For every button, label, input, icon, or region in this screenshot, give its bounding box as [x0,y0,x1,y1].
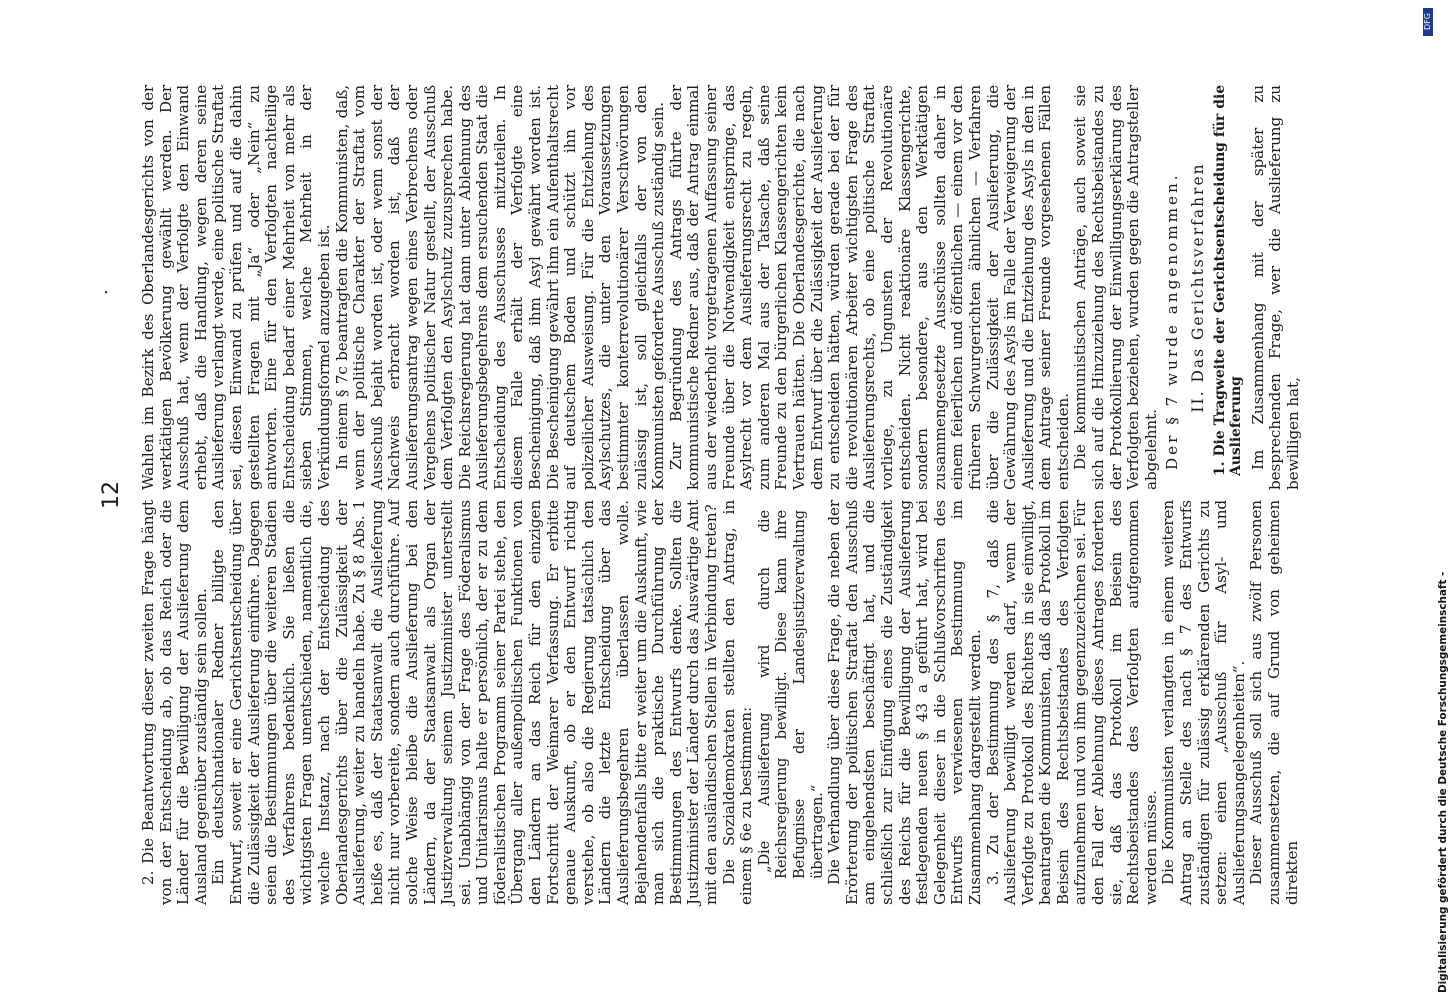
paragraph: Die Kommunisten verlangten in einem weiteren Antrag an Stelle des nach § 7 des Entwurfs zuständigen für zulässig erklärenden Gerichts zu setzen: einen „Ausschuß für Asyl- und Auslieferungsangelegenheiten“. [1159,500,1248,905]
paragraph: In einem § 7c beantragten die Kommunisten, daß, wenn der politische Charakter der Straftat vom Ausschuß bejaht worden ist, oder wenn sonst der Nachweis erbracht worden ist, daß der Auslieferungsantrag wegen eines Verbrechens oder Vergehens politischer Natur gestellt, der Ausschuß dem Verfolgten den Asylschutz zuzusprechen habe. Die Reichsregierung hat dann unter Ablehnung des Auslieferungsbegehrens dem ersuchenden Staat die Entscheidung des Ausschusses mitzuteilen. In diesem Falle erhält der Verfolgte eine Bescheinigung, daß ihm Asyl gewährt worden ist. Die Bescheinigung gewährt ihm ein Aufenthaltsrecht auf deutschem Boden und schützt ihn vor polizeilicher Ausweisung. Für die Entziehung des Asylschutzes, die unter den Voraussetzungen bestimmter konterrevolutionärer Verschwörungen zulässig ist, soll gleichfalls der von den Kommunisten geforderte Ausschuß zuständig sein. [332,85,668,490]
paragraph: 3. Zu der Bestimmung des § 7, daß die Auslieferung bewilligt werden darf, wenn der Verfolgte zu Protokoll des Richters in sie einwilligt, beantragten die Kommunisten, daß das Protokoll im Beisein des Rechtsbeistandes des Verfolgten aufzunehmen und von ihm gegenzuzeichnen sei. Für den Fall der Ablehnung dieses Antrages forderten sie, daß das Protokoll im Beisein des Rechtsbeistandes des Verfolgten aufgenommen werden müsse. [983,500,1160,905]
paragraph: Die kommunistischen Anträge, auch soweit sie sich auf die Hinzuziehung des Rechtsbeistandes zu der Protokollierung der Einwilligungserklärung des Verfolgten beziehen, wurden gegen die Antragsteller abgelehnt. [1071,85,1160,490]
paragraph: Wahlen im Bezirk des Oberlandesgerichts von der werktätigen Bevölkerung gewählt werden. Der Ausschuß hat, wenn der Verfolgte den Einwand erhebt, daß die Handlung, wegen deren seine Auslieferung verlangt werde, eine politische Straftat sei, diesen Einwand zu prüfen und auf die dahin gestellten Fragen mit „Ja“ oder „Nein“ zu antworten. Eine für den Verfolgten nachteilige Entscheidung bedarf einer Mehrheit von mehr als sieben Stimmen, welche Mehrheit in der Verkündungsformel anzugeben ist. [139,85,333,490]
paragraph: Dieser Ausschuß soll sich aus zwölf Personen zusammensetzen, die auf Grund von geheimen direkten [1247,500,1301,905]
subsection-heading: 1. Die Tragweite der Gerichtsentscheidung für die Auslieferung [1211,85,1244,476]
dfg-logo: DFG [1423,8,1433,36]
paragraph: Die Verhandlung über diese Frage, die neben der Erörterung der politischen Straftat den Ausschuß am eingehendsten beschäftigt hat, und die schließlich zur Einfügung eines die Zuständigkeit des Reichs für die Bewilligung der Auslieferung festlegenden neuen § 43 a geführt hat, wird bei Gelegenheit dieser in die Schlußvorschriften des Entwurfs verwiesenen Bestimmung im Zusammenhang dargestellt werden. [825,500,984,905]
right-column [140,85,1302,490]
section-heading: II. Das Gerichtsverfahren [1189,162,1208,413]
document-page [85,55,1335,955]
quoted-motion: „Die Auslieferung wird durch die Reichsregierung bewilligt. Diese kann ihre Befugnisse der Landesjustizverwaltung übertragen.“ [755,510,826,879]
digitization-credit: Digitalisierung gefördert durch die Deutsche Forschungsgemeinschaft - [1437,571,1449,993]
paragraph: Die Sozialdemokraten stellten den Antrag, in einem § 6e zu bestimmen: [719,500,756,905]
paragraph: Ein deutschnationaler Redner billigte den Entwurf, soweit er eine Gerichtsentscheidung über die Zulässigkeit der Auslieferung einführe. Dagegen seien die Bestimmungen über die weiteren Stadien des Verfahrens bedenklich. Sie ließen die wichtigsten Fragen unentschieden, namentlich die, welche Instanz, nach der Entscheidung des Oberlandesgerichts über die Zulässigkeit der Auslieferung, weiter zu handeln habe. Zu § 8 Abs. 1 heiße es, daß der Staatsanwalt die Auslieferung nicht nur vorbereite, sondern auch durchführe. Auf solche Weise bleibe die Auslieferung bei den Ländern, da der Staatsanwalt als Organ der Justizverwaltung seinem Justizminister unterstellt sei. Unabhängig von der Frage des Föderalismus und Unitarismus halte er persönlich, der er zu dem föderalistischen Programm seiner Partei stehe, den Übergang aller außenpolitischen Funktionen von den Ländern an das Reich für den einzigen Fortschritt der Weimarer Verfassung. Er erbitte genaue Auskunft, ob er den Entwurf richtig verstehe, ob also die Regierung tatsächlich den Ländern die letzte Entscheidung über das Auslieferungsbegehren überlassen wolle. Bejahendenfalls bitte er weiter um die Auskunft, wie man sich die praktische Durchführung der Bestimmungen des Entwurfs denke. Sollten die Justizminister der Länder durch das Auswärtige Amt mit den ausländischen Stellen in Verbindung treten? [209,500,720,905]
paragraph: Im Zusammenhang mit der später zu besprechenden Frage, wer die Auslieferung zu bewilligen hat, [1248,85,1302,490]
paragraph: 2. Die Beantwortung dieser zweiten Frage hängt von der Entscheidung ab, ob das Reich oder die Länder für die Bewilligung der Auslieferung dem Ausland gegenüber zuständig sein sollen. [139,500,210,905]
paragraph: Zur Begründung des Antrags führte der kommunistische Redner aus, daß der Antrag einmal aus der wiederholt vorgetragenen Auffassung seiner Freunde über die Notwendigkeit entspringe, das Asylrecht vor dem Auslieferungsrecht zu regeln, zum anderen Mal aus der Tatsache, daß seine Freunde zu den bürgerlichen Klassengerichten kein Vertrauen hätten. Die Oberlandesgerichte, die nach dem Entwurf über die Zulässigkeit der Auslieferung zu entscheiden hätten, würden gerade bei der für die revolutionären Arbeiter wichtigsten Frage des Auslieferungsrechts, ob eine politische Straftat vorliege, zu Ungunsten der Revolutionäre entscheiden. Nicht reaktionäre Klassengerichte, sondern besondere, aus den Werktätigen zusammengesetzte Ausschüsse sollten daher in einem feierlichen und öffentlichen — einem vor den früheren Schwurgerichten ähnlichen — Verfahren über die Zulässigkeit der Auslieferung, die Gewährung des Asyls im Falle der Verweigerung der Auslieferung und die Entziehung des Asyls in den in dem Antrage seiner Freunde vorgesehenen Fällen entscheiden. [666,85,1072,490]
left-column [140,500,1301,905]
page-mark: . [91,289,112,295]
paragraph: Der § 7 wurde angenommen. [1163,172,1182,470]
page-number: 12 [99,481,124,509]
